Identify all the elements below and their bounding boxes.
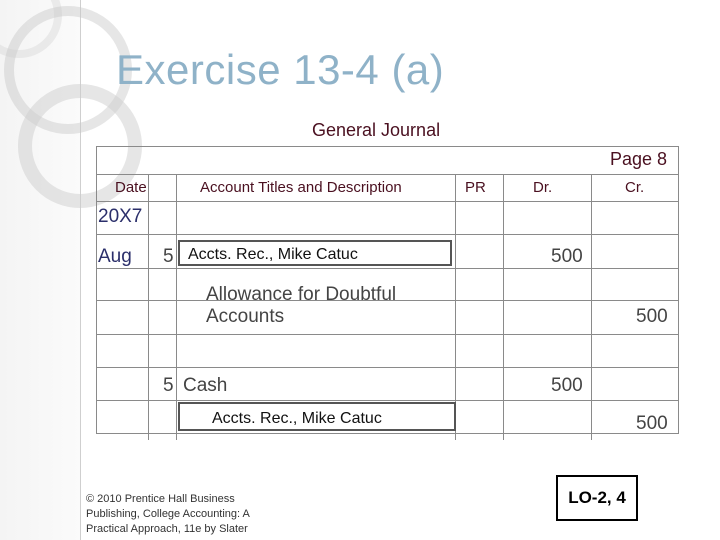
page-number: Page 8 bbox=[610, 149, 668, 169]
column-header-date: Date bbox=[115, 179, 147, 196]
debit-account: Cash bbox=[183, 375, 228, 396]
table-column-rule bbox=[455, 174, 456, 440]
table-column-rule bbox=[591, 174, 592, 440]
learning-objective-badge: LO-2, 4 bbox=[556, 475, 638, 521]
table-column-rule bbox=[678, 146, 679, 434]
slide-title: Exercise 13-4 (a) bbox=[116, 46, 445, 93]
credit-account-box: Accts. Rec., Mike Catuc bbox=[178, 402, 456, 431]
copyright-notice: © 2010 Prentice Hall Business Publishing, College Accounting: A Practical Approach, 11e by Slater bbox=[86, 493, 250, 535]
debit-amount: 500 bbox=[551, 375, 583, 396]
table-rule bbox=[96, 146, 678, 147]
table-column-rule bbox=[503, 174, 504, 440]
journal-title: General Journal bbox=[312, 120, 441, 140]
entry-day: 5 bbox=[163, 246, 174, 267]
column-header-cr: Cr. bbox=[625, 179, 645, 196]
debit-account-box: Accts. Rec., Mike Catuc bbox=[178, 240, 452, 266]
table-column-rule bbox=[176, 174, 177, 440]
entry-month: Aug bbox=[98, 246, 132, 267]
credit-amount: 500 bbox=[636, 306, 668, 327]
column-header-account: Account Titles and Description bbox=[200, 179, 402, 196]
credit-account-line: Accounts bbox=[206, 306, 285, 327]
entry-day: 5 bbox=[163, 375, 174, 396]
table-column-rule bbox=[96, 146, 97, 434]
column-header-pr: PR bbox=[465, 179, 486, 196]
debit-amount: 500 bbox=[551, 246, 583, 267]
credit-account-line: Allowance for Doubtful bbox=[206, 284, 397, 305]
column-header-dr: Dr. bbox=[533, 179, 553, 196]
table-column-rule bbox=[148, 174, 149, 440]
year-cell: 20X7 bbox=[98, 206, 143, 227]
credit-amount: 500 bbox=[636, 413, 668, 434]
